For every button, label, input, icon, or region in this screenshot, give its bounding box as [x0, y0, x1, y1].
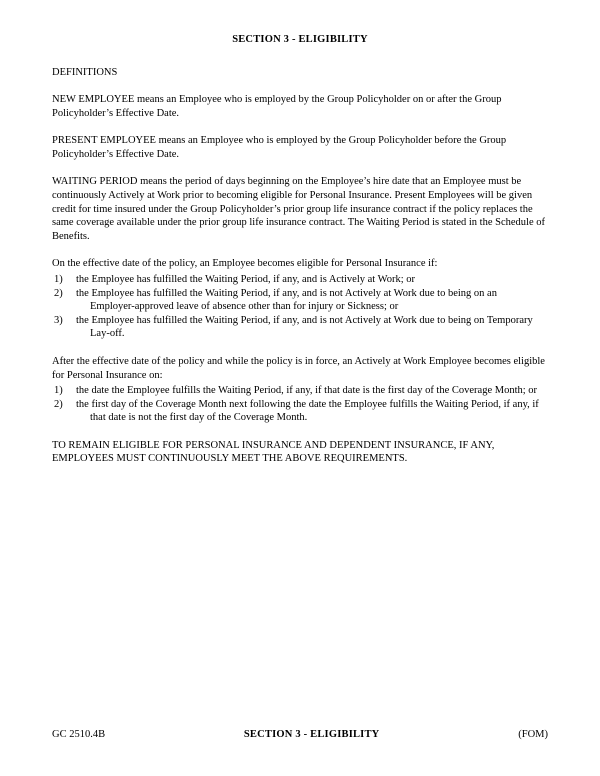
- list-marker: 1): [54, 385, 63, 397]
- closing-statement: [52, 439, 548, 466]
- after-effective-date-intro: After the effective date of the policy and while the policy is in force, an Actively at Work Employee becomes eligible for Personal Insurance on:: [52, 355, 545, 381]
- definition-present-employee: PRESENT EMPLOYEE means an Employee who is employed by the Group Policyholder before the Group Policyholder’s Effective Date.: [52, 135, 507, 160]
- list-text-main: the Employee has fulfilled the Waiting Period, if any, and is Actively at Work; or: [76, 273, 415, 285]
- after-effective-date-list: [52, 384, 548, 425]
- list-text-continuation: Lay-off.: [90, 328, 125, 340]
- list-text: [76, 384, 548, 398]
- closing-line-1: TO REMAIN ELIGIBLE FOR PERSONAL INSURANCE AND DEPENDENT INSURANCE, IF ANY,: [52, 439, 495, 451]
- list-text-main: the Employee has fulfilled the Waiting Period, if any, and is not Actively at Work due to being on an: [76, 287, 497, 299]
- list-item: [52, 314, 548, 341]
- list-item: [52, 398, 548, 425]
- list-item: [52, 384, 548, 398]
- list-marker: 2): [54, 287, 63, 299]
- list-text: [76, 287, 548, 314]
- definition-new-employee: NEW EMPLOYEE means an Employee who is employed by the Group Policyholder on or after the Group Policyholder’s Effective Date.: [52, 94, 502, 119]
- list-text-continuation: that date is not the first day of the Coverage Month.: [90, 412, 308, 424]
- footer-code: (FOM): [518, 729, 548, 740]
- definition-waiting-period: WAITING PERIOD means the period of days beginning on the Employee’s hire date that an Employee must be continuously Actively at Work prior to becoming eligible for Personal Insurance. Present Employees will be given credit for time insured under the Group Policyholder’s prior group life insurance contract if the policy replaces the same coverage available under the prior group life insurance contract. The Waiting Period is stated in the Schedule of Benefits.: [52, 176, 545, 242]
- page-footer: [52, 729, 548, 740]
- list-text-main: the Employee has fulfilled the Waiting Period, if any, and is not Actively at Work due to being on Temporary: [76, 314, 533, 326]
- effective-date-intro: On the effective date of the policy, an Employee becomes eligible for Personal Insurance if:: [52, 258, 438, 270]
- list-text-main: the first day of the Coverage Month next following the date the Employee fulfills the Waiting Period, if any, if: [76, 398, 539, 410]
- list-text-main: the date the Employee fulfills the Waiting Period, if any, if that date is the first day of the Coverage Month; or: [76, 385, 538, 397]
- list-text: [76, 398, 548, 425]
- closing-line-2: EMPLOYEES MUST CONTINUOUSLY MEET THE ABOVE REQUIREMENTS.: [52, 453, 408, 465]
- list-text-continuation: Employer-approved leave of absence other than for injury or Sickness; or: [90, 301, 399, 313]
- list-marker: 2): [54, 398, 63, 410]
- footer-form-number: GC 2510.4B: [52, 729, 106, 740]
- list-marker: 3): [54, 314, 63, 326]
- effective-date-list: [52, 273, 548, 341]
- list-marker: 1): [54, 273, 63, 285]
- definitions-heading: DEFINITIONS: [52, 67, 118, 78]
- list-item: [52, 287, 548, 314]
- footer-section-title: SECTION 3 - ELIGIBILITY: [243, 729, 380, 740]
- list-text: [76, 314, 548, 341]
- page-title: SECTION 3 - ELIGIBILITY: [232, 34, 368, 45]
- list-text: [76, 273, 548, 287]
- list-item: [52, 273, 548, 287]
